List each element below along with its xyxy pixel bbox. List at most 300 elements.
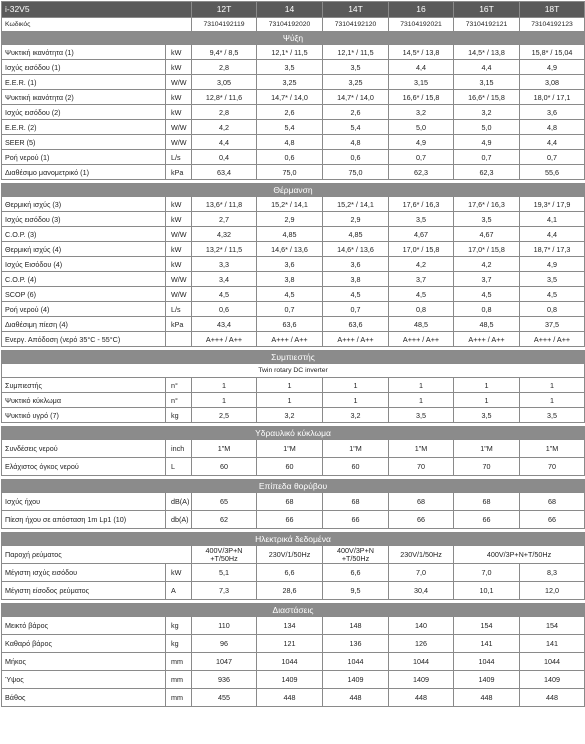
row-value: 1"M [323,440,389,458]
spec-row [2,135,585,150]
row-unit: n° [166,393,192,408]
row-value: 4,67 [389,227,454,242]
row-value: 63,6 [323,317,389,332]
row-label: E.E.R. (2) [2,120,166,135]
row-value: 1 [520,378,585,393]
row-unit: kW [166,197,192,212]
power-supply-value: 400V/3P+N +T/50Hz [323,546,389,564]
power-supply-value: 400V/3P+N+T/50Hz [454,546,585,564]
spec-row [2,564,585,582]
row-value: 16,6* / 15,8 [389,90,454,105]
row-label: SEER (5) [2,135,166,150]
row-unit: dB(A) [166,493,192,511]
spec-row [2,671,585,689]
spec-row [2,332,585,347]
row-unit: W/W [166,75,192,90]
row-value: 1409 [520,671,585,689]
row-unit: L/s [166,150,192,165]
row-value: 18,7* / 17,3 [520,242,585,257]
product-code: 73104192021 [389,18,454,32]
spec-row [2,120,585,135]
spec-row [2,635,585,653]
code-row [2,18,585,32]
row-value: 3,6 [323,257,389,272]
row-value: 1409 [454,671,520,689]
row-unit: mm [166,671,192,689]
code-label: Κωδικός [2,18,192,32]
row-label: Διαθέσιμο μανομετρικό (1) [2,165,166,180]
row-value: 14,7* / 14,0 [257,90,323,105]
row-unit: kg [166,635,192,653]
row-label: Ισχύς εισόδου (3) [2,212,166,227]
row-value: 9,4* / 8,5 [192,45,257,60]
row-value: 4,4 [389,60,454,75]
row-value: 2,8 [192,60,257,75]
row-value: 448 [520,689,585,707]
spec-row [2,257,585,272]
row-value: 75,0 [257,165,323,180]
row-label: Καθαρό βάρος [2,635,166,653]
row-value: 0,8 [454,302,520,317]
spec-row [2,617,585,635]
row-value: 4,5 [257,287,323,302]
row-label: Θερμική ισχύς (4) [2,242,166,257]
row-value: 15,8* / 15,04 [520,45,585,60]
row-value: 1044 [257,653,323,671]
row-value: 4,4 [192,135,257,150]
spec-row [2,150,585,165]
row-value: 3,5 [454,408,520,423]
section-title: Διαστάσεις [2,604,585,617]
row-value: A+++ / A++ [389,332,454,347]
row-value: 154 [454,617,520,635]
row-value: 4,9 [389,135,454,150]
row-unit: n° [166,378,192,393]
spec-row [2,212,585,227]
row-value: 4,5 [389,287,454,302]
row-value: 17,0* / 15,8 [389,242,454,257]
row-value: 17,6* / 16,3 [454,197,520,212]
spec-row [2,582,585,600]
row-label: Ροή νερού (1) [2,150,166,165]
spec-row [2,440,585,458]
row-value: 0,8 [389,302,454,317]
row-value: 55,6 [520,165,585,180]
spec-row [2,227,585,242]
row-value: 1 [257,378,323,393]
row-value: 66 [520,511,585,529]
row-value: 3,5 [520,408,585,423]
row-value: 70 [389,458,454,476]
row-value: 1044 [323,653,389,671]
product-code: 73104192119 [192,18,257,32]
row-value: 28,6 [257,582,323,600]
row-value: 3,5 [389,212,454,227]
row-value: 12,8* / 11,6 [192,90,257,105]
section-header-hydraulic [2,427,585,440]
row-value: 0,6 [323,150,389,165]
row-label: Μεικτό βάρος [2,617,166,635]
row-value: 14,5* / 13,8 [454,45,520,60]
row-value: 0,6 [192,302,257,317]
row-value: 3,05 [192,75,257,90]
row-value: 1 [389,393,454,408]
row-value: 17,6* / 16,3 [389,197,454,212]
row-value: 66 [323,511,389,529]
row-value: 0,7 [454,150,520,165]
row-value: 4,9 [520,60,585,75]
row-value: 3,6 [257,257,323,272]
section-title: Επίπεδα θορύβου [2,480,585,493]
power-supply-row [2,546,585,564]
product-code: 73104192020 [257,18,323,32]
spec-row [2,75,585,90]
row-value: 1 [520,393,585,408]
row-value: 37,5 [520,317,585,332]
model-column-header: 14 [257,2,323,18]
row-label: SCOP (6) [2,287,166,302]
spec-row [2,408,585,423]
row-value: 2,9 [257,212,323,227]
row-value: 43,4 [192,317,257,332]
spec-row [2,45,585,60]
row-value: 1 [454,378,520,393]
row-unit: W/W [166,135,192,150]
row-value: 148 [323,617,389,635]
row-value: 63,6 [257,317,323,332]
row-value: 4,32 [192,227,257,242]
section-header-noise [2,480,585,493]
row-value: 14,6* / 13,6 [323,242,389,257]
row-value: 1 [454,393,520,408]
row-value: 1409 [323,671,389,689]
row-value: 0,7 [257,302,323,317]
row-label: Ψυκτικό κύκλωμα [2,393,166,408]
row-value: 936 [192,671,257,689]
row-value: 1044 [520,653,585,671]
row-label: Θερμική ισχύς (3) [2,197,166,212]
row-value: 0,4 [192,150,257,165]
row-value: 2,9 [323,212,389,227]
product-code: 73104192123 [520,18,585,32]
row-label: Μήκος [2,653,166,671]
section-title: Θέρμανση [2,184,585,197]
section-header-compressor [2,351,585,364]
model-column-header: 12T [192,2,257,18]
row-value: 3,5 [454,212,520,227]
row-value: 154 [520,617,585,635]
row-value: 136 [323,635,389,653]
row-value: 68 [454,493,520,511]
row-value: 3,2 [389,105,454,120]
row-value: 6,6 [257,564,323,582]
spec-row [2,393,585,408]
row-value: 66 [454,511,520,529]
row-unit: kg [166,617,192,635]
section-title: Ψύξη [2,32,585,45]
row-unit: kW [166,90,192,105]
row-value: 48,5 [389,317,454,332]
row-value: 66 [257,511,323,529]
row-value: 5,4 [323,120,389,135]
row-value: 4,4 [454,60,520,75]
row-value: 60 [323,458,389,476]
row-value: 1"M [257,440,323,458]
row-value: 15,2* / 14,1 [323,197,389,212]
row-value: 2,6 [323,105,389,120]
row-value: 3,5 [257,60,323,75]
spec-row [2,272,585,287]
row-label: Ισχύς ήχου [2,493,166,511]
row-value: 4,85 [323,227,389,242]
row-value: A+++ / A++ [323,332,389,347]
row-value: 1"M [192,440,257,458]
row-value: 3,3 [192,257,257,272]
row-value: 60 [192,458,257,476]
row-value: 4,2 [454,257,520,272]
model-name: i-32V5 [2,2,192,18]
spec-row [2,197,585,212]
row-value: 1047 [192,653,257,671]
row-label: Ελάχιστος όγκος νερού [2,458,166,476]
row-value: 17,0* / 15,8 [454,242,520,257]
spec-row [2,653,585,671]
row-value: 3,2 [323,408,389,423]
row-unit: kg [166,408,192,423]
row-label: Ψυκτική ικανότητα (2) [2,90,166,105]
row-value: 121 [257,635,323,653]
row-value: 1"M [389,440,454,458]
row-unit: W/W [166,272,192,287]
row-unit: kPa [166,165,192,180]
product-code: 73104192120 [323,18,389,32]
row-value: 1 [192,393,257,408]
row-value: 68 [257,493,323,511]
power-supply-value: 230V/1/50Hz [257,546,323,564]
spec-row [2,242,585,257]
row-value: 5,4 [257,120,323,135]
section-header-cooling [2,32,585,45]
row-value: 4,8 [257,135,323,150]
row-value: 126 [389,635,454,653]
row-value: 2,6 [257,105,323,120]
row-value: 1"M [454,440,520,458]
row-value: 1409 [389,671,454,689]
row-unit: kPa [166,317,192,332]
row-value: 12,1* / 11,5 [257,45,323,60]
row-value: 68 [323,493,389,511]
row-value: 4,9 [454,135,520,150]
row-value: 12,1* / 11,5 [323,45,389,60]
row-value: 1044 [389,653,454,671]
row-value: A+++ / A++ [454,332,520,347]
row-value: 14,7* / 14,0 [323,90,389,105]
row-value: 75,0 [323,165,389,180]
row-value: 140 [389,617,454,635]
row-unit: kW [166,105,192,120]
row-value: 1 [192,378,257,393]
row-value: 2,5 [192,408,257,423]
model-column-header: 18T [520,2,585,18]
row-value: 4,8 [323,135,389,150]
row-unit: mm [166,653,192,671]
row-value: 4,5 [520,287,585,302]
row-value: 1"M [520,440,585,458]
spec-row [2,378,585,393]
row-value: 3,15 [454,75,520,90]
row-unit: W/W [166,287,192,302]
row-value: 16,6* / 15,8 [454,90,520,105]
row-value: 4,2 [389,257,454,272]
row-value: 14,6* / 13,6 [257,242,323,257]
row-value: 3,2 [454,105,520,120]
row-value: 68 [520,493,585,511]
row-unit: A [166,582,192,600]
row-label: Βάθος [2,689,166,707]
row-value: 3,15 [389,75,454,90]
row-value: 141 [454,635,520,653]
row-value: 4,5 [323,287,389,302]
spec-row [2,60,585,75]
row-value: 4,5 [192,287,257,302]
section-header-electrical [2,533,585,546]
row-value: 3,8 [323,272,389,287]
spec-row [2,511,585,529]
product-code: 73104192121 [454,18,520,32]
row-value: 3,6 [520,105,585,120]
row-value: 4,9 [520,257,585,272]
row-value: 4,85 [257,227,323,242]
spec-table [1,1,585,707]
spec-table-body [2,2,585,707]
row-unit: W/W [166,227,192,242]
row-value: A+++ / A++ [520,332,585,347]
row-label: Ύψος [2,671,166,689]
header-row [2,2,585,18]
row-value: 455 [192,689,257,707]
row-value: 1 [257,393,323,408]
row-value: 0,6 [257,150,323,165]
row-unit: inch [166,440,192,458]
row-label: Συμπιεστής [2,378,166,393]
row-value: 5,0 [454,120,520,135]
row-unit: L [166,458,192,476]
row-label: Ισχύς Εισόδου (4) [2,257,166,272]
row-value: 448 [257,689,323,707]
row-unit [166,332,192,347]
row-value: 7,0 [454,564,520,582]
model-column-header: 14T [323,2,389,18]
row-value: 1044 [454,653,520,671]
row-value: 141 [520,635,585,653]
row-value: 7,0 [389,564,454,582]
row-value: 10,1 [454,582,520,600]
row-value: 3,5 [323,60,389,75]
row-value: 4,2 [192,120,257,135]
row-value: A+++ / A++ [192,332,257,347]
section-title: Υδραυλικό κύκλωμα [2,427,585,440]
row-value: 448 [389,689,454,707]
row-value: 4,67 [454,227,520,242]
row-value: 4,1 [520,212,585,227]
section-title: Ηλεκτρικά δεδομένα [2,533,585,546]
row-unit: db(A) [166,511,192,529]
row-unit: kW [166,212,192,227]
row-value: 110 [192,617,257,635]
row-value: 5,1 [192,564,257,582]
row-value: 62 [192,511,257,529]
row-label: Πίεση ήχου σε απόσταση 1m Lp1 (10) [2,511,166,529]
row-value: 448 [454,689,520,707]
row-unit: kW [166,242,192,257]
section-header-dimensions [2,604,585,617]
row-value: A+++ / A++ [257,332,323,347]
row-value: 4,4 [520,135,585,150]
row-value: 96 [192,635,257,653]
row-value: 3,08 [520,75,585,90]
row-value: 134 [257,617,323,635]
row-value: 1 [323,378,389,393]
row-value: 5,0 [389,120,454,135]
row-value: 7,3 [192,582,257,600]
row-value: 48,5 [454,317,520,332]
row-value: 19,3* / 17,9 [520,197,585,212]
row-value: 2,7 [192,212,257,227]
row-value: 30,4 [389,582,454,600]
row-value: 2,8 [192,105,257,120]
row-value: 3,5 [520,272,585,287]
compressor-type-row [2,364,585,378]
row-value: 63,4 [192,165,257,180]
row-value: 62,3 [454,165,520,180]
spec-row [2,317,585,332]
row-value: 3,2 [257,408,323,423]
row-label: Διαθέσιμη πίεση (4) [2,317,166,332]
row-unit: kW [166,45,192,60]
row-value: 0,8 [520,302,585,317]
row-value: 65 [192,493,257,511]
section-title: Συμπιεστής [2,351,585,364]
row-unit: kW [166,564,192,582]
section-header-heating [2,184,585,197]
row-value: 3,5 [389,408,454,423]
row-value: 68 [389,493,454,511]
row-unit: W/W [166,120,192,135]
row-value: 0,7 [323,302,389,317]
row-label: E.E.R. (1) [2,75,166,90]
row-label: C.O.P. (4) [2,272,166,287]
row-value: 9,5 [323,582,389,600]
spec-row [2,458,585,476]
row-value: 60 [257,458,323,476]
spec-row [2,689,585,707]
row-label: Ψυκτικό υγρό (7) [2,408,166,423]
row-value: 6,6 [323,564,389,582]
row-value: 14,5* / 13,8 [389,45,454,60]
row-value: 3,8 [257,272,323,287]
row-value: 4,8 [520,120,585,135]
row-label: Ψυκτική ικανότητα (1) [2,45,166,60]
row-label: Μέγιστη είσοδος ρεύματος [2,582,166,600]
row-unit: kW [166,257,192,272]
row-value: 3,4 [192,272,257,287]
model-column-header: 16T [454,2,520,18]
row-value: 66 [389,511,454,529]
power-supply-value: 230V/1/50Hz [389,546,454,564]
spec-row [2,165,585,180]
row-value: 8,3 [520,564,585,582]
row-value: 13,6* / 11,8 [192,197,257,212]
